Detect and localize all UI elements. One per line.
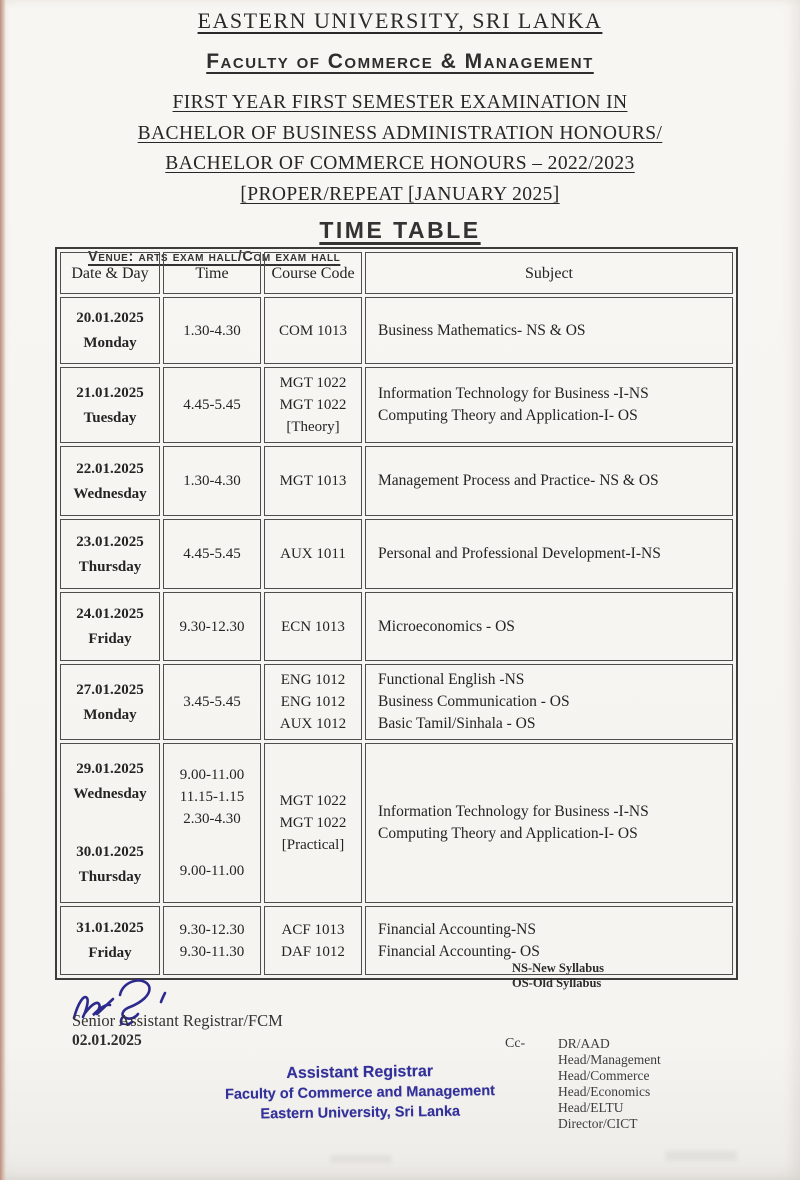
exam-title-line-3-text: BACHELOR OF COMMERCE HONOURS – 2022/2023	[165, 153, 635, 174]
cell-line: 3.45-5.45	[183, 694, 241, 710]
table-header-row	[60, 252, 733, 294]
cell-line: Friday	[88, 631, 132, 647]
cell-line: 9.30-11.30	[179, 943, 245, 960]
cell-line: 27.01.2025	[76, 681, 144, 698]
university-title	[0, 8, 800, 34]
cell-line: Computing Theory and Application-I- OS	[378, 825, 638, 842]
cell-line: Financial Accounting- OS	[378, 942, 540, 960]
table-body	[60, 297, 733, 975]
cell-line: MGT 1022	[279, 397, 347, 413]
signature-date: 02.01.2025	[72, 1032, 142, 1049]
venue-text: Venue: arts exam hall/Com exam hall	[88, 249, 341, 265]
time-cell	[163, 906, 261, 975]
cell-line: 29.01.2025	[76, 761, 144, 777]
code-cell	[264, 297, 362, 364]
cell-line: ACF 1013	[281, 921, 345, 938]
cell-line	[166, 830, 258, 860]
syllabus-note: OS-Old Syllabus	[512, 976, 602, 990]
code-cell	[264, 743, 362, 903]
syllabus-note: NS-New Syllabus	[512, 961, 605, 975]
cell-line: DAF 1012	[281, 943, 345, 960]
exam-title-line-2-text: BACHELOR OF BUSINESS ADMINISTRATION HONOURS/	[137, 122, 663, 144]
cell-line: 30.01.2025	[76, 844, 144, 860]
cc-recipient: DR/AAD	[558, 1036, 610, 1051]
cc-recipient: Head/Economics	[558, 1083, 651, 1099]
cell-line: 22.01.2025	[76, 460, 144, 477]
stamp-line: Assistant Registrar	[286, 1062, 434, 1083]
cell-line: Wednesday	[73, 786, 147, 802]
faculty-title	[0, 50, 800, 74]
date-cell	[60, 592, 160, 661]
cell-line: ENG 1012	[280, 672, 346, 688]
table-row	[60, 664, 733, 740]
subject-cell	[365, 297, 733, 364]
exam-title-line-1-text: FIRST YEAR FIRST SEMESTER EXAMINATION IN	[172, 92, 628, 113]
exam-timetable-table	[55, 247, 738, 980]
cell-line: Monday	[83, 706, 137, 723]
cell-line: 9.30-12.30	[179, 618, 245, 635]
cell-line: Thursday	[78, 869, 142, 885]
subject-cell	[365, 592, 733, 661]
time-cell	[163, 664, 261, 740]
code-cell	[264, 519, 362, 589]
cell-line: 9.30-12.30	[179, 921, 245, 938]
cell-line: AUX 1011	[280, 546, 346, 562]
table-row	[60, 367, 733, 443]
code-cell	[264, 367, 362, 443]
cell-line: ECN 1013	[281, 618, 345, 635]
cell-line: Monday	[83, 335, 137, 351]
time-cell	[163, 519, 261, 589]
cell-line: COM 1013	[279, 322, 347, 339]
page-title-text: TIME TABLE	[319, 217, 481, 243]
faculty-title-text: Faculty of Commerce & Management	[206, 50, 594, 73]
exam-title-line-2	[0, 119, 800, 150]
cell-line: Wednesday	[73, 485, 147, 502]
time-cell	[163, 367, 261, 443]
scan-smudge	[330, 1155, 392, 1163]
cc-recipient: Director/CICT	[558, 1115, 638, 1131]
cell-line: MGT 1022	[279, 815, 347, 831]
column-header: Subject	[365, 252, 733, 294]
date-cell	[60, 906, 160, 975]
exam-title-line-4	[0, 180, 800, 211]
cell-line: 4.45-5.45	[183, 546, 241, 562]
column-header: Course Code	[264, 252, 362, 294]
cell-line: AUX 1012	[279, 716, 347, 732]
cell-line: Personal and Professional Development-I-NS	[378, 545, 661, 562]
subject-cell	[365, 446, 733, 516]
cell-line: Information Technology for Business -I-NS	[378, 385, 649, 402]
column-header: Date & Day	[60, 252, 160, 294]
exam-title-line-1	[0, 88, 800, 119]
cell-line: 4.45-5.45	[183, 397, 241, 413]
code-cell	[264, 446, 362, 516]
exam-title-line-3	[0, 149, 800, 180]
cell-line: [Practical]	[281, 837, 345, 853]
cell-line: Tuesday	[83, 409, 137, 426]
table-row	[60, 519, 733, 589]
cell-line: 24.01.2025	[76, 606, 144, 622]
cc-recipient: Head/ELTU	[558, 1099, 624, 1115]
date-cell	[60, 446, 160, 516]
cell-line: 1.30-4.30	[183, 322, 241, 339]
office-stamp	[222, 1060, 499, 1125]
cell-line: Management Process and Practice- NS & OS	[378, 472, 659, 489]
exam-title-line-4-text: [PROPER/REPEAT [JANUARY 2025]	[240, 183, 560, 205]
cell-line: 9.00-11.00	[179, 767, 245, 783]
stamp-line: Eastern University, Sri Lanka	[260, 1103, 461, 1123]
cell-line: Functional English -NS	[378, 671, 525, 688]
code-cell	[264, 592, 362, 661]
document-header	[0, 8, 800, 265]
syllabus-notes	[512, 961, 604, 991]
signatory-title: Senior Assistant Registrar/FCM	[72, 1011, 283, 1030]
university-title-text: EASTERN UNIVERSITY, SRI LANKA	[197, 8, 603, 33]
cell-line: MGT 1013	[279, 473, 347, 489]
table-row	[60, 906, 733, 975]
cell-line: 23.01.2025	[76, 533, 144, 550]
time-cell	[163, 297, 261, 364]
cell-line: MGT 1022	[279, 375, 347, 391]
time-cell	[163, 446, 261, 516]
cell-line: Computing Theory and Application-I- OS	[378, 407, 638, 424]
code-cell	[264, 664, 362, 740]
cell-line	[63, 808, 157, 838]
cc-label: Cc-	[505, 1036, 526, 1051]
cell-line: Financial Accounting-NS	[378, 920, 536, 938]
table-row	[60, 592, 733, 661]
date-cell	[60, 743, 160, 903]
cc-recipient: Head/Management	[558, 1051, 661, 1067]
date-cell	[60, 664, 160, 740]
cell-line: Microeconomics - OS	[378, 617, 515, 635]
cell-line: Information Technology for Business -I-NS	[378, 803, 649, 820]
cell-line: 11.15-1.15	[179, 789, 245, 805]
subject-cell	[365, 743, 733, 903]
time-cell	[163, 592, 261, 661]
cell-line: MGT 1022	[279, 793, 347, 809]
cell-line: Basic Tamil/Sinhala - OS	[378, 715, 536, 732]
cell-line: 21.01.2025	[76, 384, 144, 401]
cell-line: Thursday	[78, 558, 142, 575]
table-row	[60, 743, 733, 903]
time-cell	[163, 743, 261, 903]
cc-list	[558, 1036, 661, 1131]
subject-cell	[365, 367, 733, 443]
cell-line: 31.01.2025	[76, 920, 144, 936]
cc-recipient: Head/Commerce	[558, 1067, 650, 1083]
subject-cell	[365, 519, 733, 589]
date-cell	[60, 297, 160, 364]
date-cell	[60, 519, 160, 589]
cell-line: Business Mathematics- NS & OS	[378, 321, 586, 339]
stamp-line: Faculty of Commerce and Management	[224, 1083, 496, 1103]
page-title	[0, 217, 800, 244]
cell-line: 1.30-4.30	[183, 473, 241, 489]
table-header	[60, 252, 733, 294]
subject-cell	[365, 664, 733, 740]
table-row	[60, 446, 733, 516]
cell-line: 20.01.2025	[76, 310, 144, 326]
column-header: Time	[163, 252, 261, 294]
cell-line: 9.00-11.00	[179, 863, 245, 879]
scan-smudge	[665, 1151, 737, 1161]
date-cell	[60, 367, 160, 443]
code-cell	[264, 906, 362, 975]
table-row	[60, 297, 733, 364]
cell-line: ENG 1012	[280, 694, 346, 710]
cell-line: 2.30-4.30	[183, 811, 241, 827]
cell-line: [Theory]	[286, 419, 340, 435]
cell-line: Friday	[88, 945, 132, 961]
cell-line: Business Communication - OS	[378, 693, 570, 710]
